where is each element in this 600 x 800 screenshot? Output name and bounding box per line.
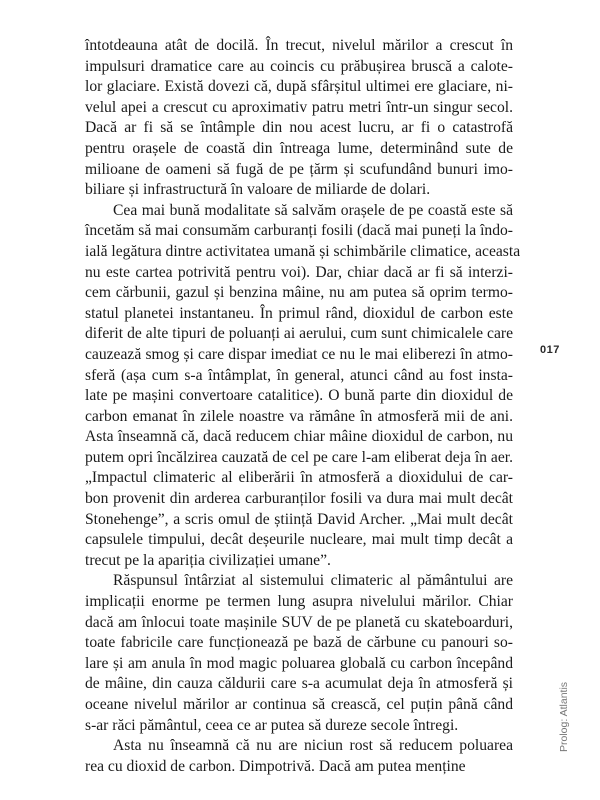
- running-head: Prolog: Atlantis: [558, 681, 570, 752]
- text-line: trecut pe la apariția civilizației umane”.: [85, 551, 331, 569]
- text-line: milioane de oameni să fugă de pe țărm și scufundând bunuri imo-: [85, 160, 513, 178]
- text-line: bon provenit din arderea carburanților fosili va dura mai mult decât: [85, 490, 513, 508]
- text-line: rea cu dioxid de carbon. Dimpotrivă. Dacă am putea menține: [85, 757, 466, 775]
- text-line: biliare și infrastructură în valoare de miliarde de dolari.: [85, 181, 431, 199]
- text-line: „Impactul climateric al eliberării în atmosferă a dioxidului de car-: [85, 469, 513, 487]
- text-line: diferit de alte tipuri de poluanți ai aerului, cum sunt chimicalele care: [85, 325, 513, 343]
- text-line: Răspunsul întârziat al sistemului climateric al pământului are: [113, 572, 513, 590]
- text-line: încetăm să mai consumăm carburanți fosili (dacă mai puneți la îndo-: [85, 222, 513, 240]
- body-text: [85, 36, 521, 777]
- page-number: 017: [540, 344, 560, 356]
- text-line: cem cărbunii, gazul și benzina mâine, nu am putea să oprim termo-: [85, 284, 513, 302]
- text-line: Asta înseamnă că, dacă reducem chiar mâine dioxidul de carbon, nu: [85, 428, 513, 446]
- text-line: pentru orașele de coastă din întreaga lume, determinând sute de: [85, 139, 513, 157]
- text-line: cauzează smog și care dispar imediat ce nu le mai eliberezi în atmo-: [85, 345, 513, 363]
- text-line: s-ar răci pământul, ceea ce ar putea să dureze secole întregi.: [85, 716, 459, 734]
- text-line: nu este cartea potrivită pentru voi). Dar, chiar dacă ar fi să interzi-: [85, 263, 513, 281]
- text-line: Dacă ar fi să se întâmple din nou acest lucru, ar fi o catastrofă: [85, 119, 513, 137]
- text-line: statul planetei instantaneu. În primul rând, dioxidul de carbon este: [85, 304, 513, 322]
- text-line: oceane nivelul mărilor ar continua să crească, cel puțin până când: [85, 696, 513, 713]
- text-line: Stonehenge”, a scris omul de știință David Archer. „Mai mult decât: [85, 510, 513, 528]
- text-line: Cea mai bună modalitate să salvăm orașele de pe coastă este să: [113, 201, 513, 219]
- text-line: impulsuri dramatice care au coincis cu prăbușirea bruscă a calote-: [85, 57, 513, 75]
- text-line: de mâine, din cauza căldurii care s-a acumulat deja în atmosferă și: [85, 675, 513, 693]
- text-line: dacă am înlocui toate mașinile SUV de pe planetă cu skateboarduri,: [85, 613, 513, 631]
- text-line: velul apei a crescut cu aproximativ patru metri într-un singur secol.: [85, 98, 513, 116]
- text-line: carbon emanat în zilele noastre va rămâne în atmosferă mii de ani.: [85, 407, 513, 425]
- text-line: late pe mașini convertoare catalitice). O bună parte din dioxidul de: [85, 387, 513, 405]
- text-line: Asta nu înseamnă că nu are niciun rost să reducem poluarea: [113, 737, 513, 755]
- text-line: toate fabricile care funcționează pe bază de cărbune cu panouri so-: [85, 634, 513, 652]
- text-line: lare și am anula în mod magic poluarea globală cu carbon începând: [85, 654, 513, 672]
- text-line: întotdeauna atât de docilă. În trecut, nivelul mărilor a crescut în: [85, 37, 513, 54]
- text-line: sferă (așa cum s-a întâmplat, în general, atunci când au fost insta-: [85, 366, 513, 384]
- text-line: capsulele timpului, decât deșeurile nucleare, mai mult timp decât a: [85, 531, 513, 549]
- text-line: implicații enorme pe termen lung asupra nivelului mărilor. Chiar: [85, 593, 513, 611]
- text-line: ială legătura dintre activitatea umană și schimbările climatice, aceasta: [85, 242, 521, 260]
- text-line: putem opri încălzirea cauzată de cel pe care l-am eliberat deja în aer.: [85, 448, 513, 466]
- text-line: lor glaciare. Există dovezi că, după sfârșitul ultimei ere glaciare, ni-: [85, 78, 513, 96]
